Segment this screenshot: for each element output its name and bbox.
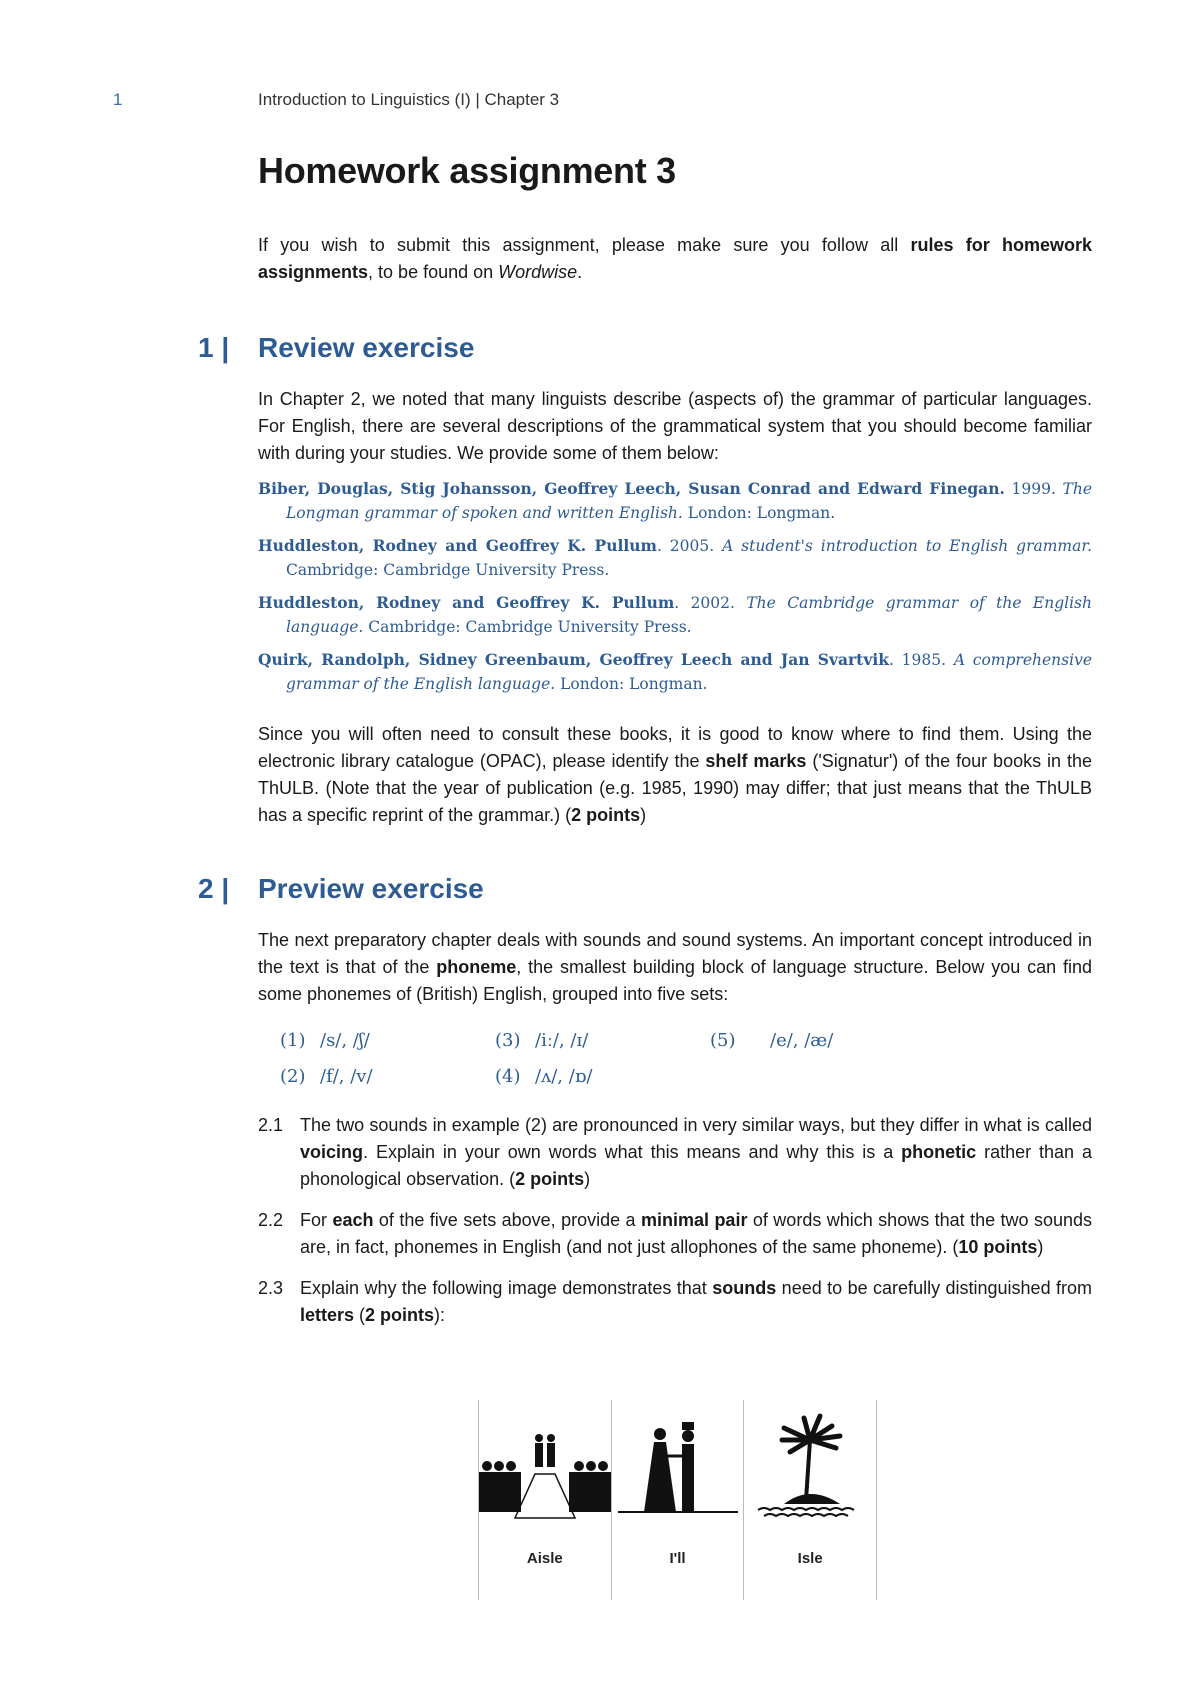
section-number: 1 | <box>198 332 230 363</box>
task-number: 2.2 <box>258 1210 284 1230</box>
emphasis: voicing <box>300 1142 364 1162</box>
emphasis: letters <box>300 1305 355 1325</box>
homophone-figure <box>478 1400 877 1600</box>
set-phonemes: /s/, /ʃ/ <box>320 1029 370 1051</box>
set-number: (2) <box>280 1065 306 1087</box>
body-text: , the smallest building block of language structure. Below you can find some phonemes of (British) English, grouped into five sets: <box>258 957 1092 1004</box>
figure-panel-aisle <box>479 1400 612 1600</box>
body-text: ) <box>1037 1237 1044 1257</box>
rules-emphasis: rules for homework assignments <box>258 235 1092 282</box>
reference-title: A student's introduction to English grammar. <box>722 537 1092 555</box>
body-text: ('Signatur') of the four books in the ThULB. (Note that the year of publication (e.g. 1985, 1990) may differ; that just means that the ThULB has a specific reprint of the grammar.) ( <box>258 751 1092 825</box>
emphasis: each <box>332 1210 374 1230</box>
reference-title: A comprehensive grammar of the English language. <box>286 651 1092 693</box>
reference-year: . 2002. <box>674 594 747 612</box>
reference-publisher: London: Longman. <box>555 675 708 693</box>
reference-title: The Cambridge grammar of the English language. <box>286 594 1092 636</box>
points-emphasis: 2 points <box>365 1305 435 1325</box>
phoneme-row <box>280 1058 1092 1094</box>
task-2-1 <box>258 1112 1092 1193</box>
body-text: ( <box>354 1305 366 1325</box>
emphasis: minimal pair <box>641 1210 748 1230</box>
figure-label: I'll <box>669 1550 686 1567</box>
reference-publisher: London: Longman. <box>682 504 836 522</box>
page-number: 1 <box>113 90 123 109</box>
reference-authors: Huddleston, Rodney and Geoffrey K. Pullum <box>258 536 657 555</box>
phoneme-emphasis: phoneme <box>436 957 517 977</box>
shelf-marks-paragraph <box>258 721 1092 829</box>
section-heading-preview <box>198 873 1092 913</box>
preview-paragraph <box>258 927 1092 1008</box>
reference-year: . 1985. <box>888 651 954 669</box>
emphasis: phonetic <box>901 1142 977 1162</box>
task-text <box>300 1207 1092 1261</box>
bride-groom-icon <box>612 1400 744 1600</box>
section-title: Preview exercise <box>258 873 484 904</box>
task-text <box>300 1112 1092 1193</box>
reference-entry <box>258 477 1092 525</box>
body-text: . Explain in your own words what this means and why this is a <box>363 1142 902 1162</box>
points-emphasis: 2 points <box>571 805 641 825</box>
set-phonemes: /ʌ/, /ɒ/ <box>535 1065 593 1087</box>
wedding-aisle-icon <box>479 1400 611 1600</box>
intro-text: If you wish to submit this assignment, please make sure you follow all <box>258 235 911 255</box>
body-text: of the five sets above, provide a <box>373 1210 641 1230</box>
emphasis: sounds <box>712 1278 777 1298</box>
task-number: 2.3 <box>258 1278 284 1298</box>
figure-label: Isle <box>797 1550 823 1567</box>
set-number: (4) <box>495 1065 521 1087</box>
reference-title: The Longman grammar of spoken and written English. <box>286 480 1092 522</box>
body-text: Explain why the following image demonstrates that <box>300 1278 713 1298</box>
body-text: The next preparatory chapter deals with sounds and sound systems. An important concept introduced in the text is that of the <box>258 930 1092 977</box>
task-2-2 <box>258 1207 1092 1261</box>
section-title: Review exercise <box>258 332 475 363</box>
reference-year: 1999. <box>1004 480 1063 498</box>
body-text: of words which shows that the two sounds are, in fact, phonemes in English (and not just allophones of the same phoneme). ( <box>300 1210 1092 1257</box>
intro-text: . <box>577 262 583 282</box>
phoneme-sets <box>280 1022 1092 1094</box>
body-text: Since you will often need to consult these books, it is good to know where to find them. Using the electronic library catalogue (OPAC), please identify the <box>258 724 1092 771</box>
reference-authors: Biber, Douglas, Stig Johansson, Geoffrey Leech, Susan Conrad and Edward Finegan. <box>258 479 1005 498</box>
wordwise-emphasis: Wordwise <box>498 262 578 282</box>
task-number: 2.1 <box>258 1115 284 1135</box>
set-phonemes: /iː/, /ɪ/ <box>535 1029 589 1051</box>
points-emphasis: 2 points <box>515 1169 585 1189</box>
document-body <box>198 150 1093 1343</box>
task-2-3 <box>258 1275 1092 1329</box>
reference-entry <box>258 648 1092 696</box>
task-text <box>300 1275 1092 1329</box>
reference-publisher: Cambridge: Cambridge University Press. <box>363 618 692 636</box>
page-title: Homework assignment 3 <box>258 150 676 191</box>
running-header: Introduction to Linguistics (I) | Chapter 3 <box>258 90 560 109</box>
body-text: ) <box>640 805 647 825</box>
body-text: need to be carefully distinguished from <box>776 1278 1093 1298</box>
set-phonemes: /e/, /æ/ <box>770 1029 834 1051</box>
figure-label: Aisle <box>526 1550 563 1567</box>
figure-panel-isle <box>744 1400 876 1600</box>
shelf-marks-emphasis: shelf marks <box>705 751 807 771</box>
figure-panel-ill <box>612 1400 745 1600</box>
reference-entry <box>258 534 1092 582</box>
body-text: The two sounds in example (2) are pronounced in very similar ways, but they differ in what is called <box>300 1115 1092 1135</box>
reference-year: . 2005. <box>656 537 723 555</box>
points-emphasis: 10 points <box>958 1237 1038 1257</box>
reference-entry <box>258 591 1092 639</box>
reference-list <box>258 477 1092 696</box>
section-heading-review <box>198 332 1092 372</box>
set-phonemes: /f/, /v/ <box>320 1065 373 1087</box>
reference-authors: Huddleston, Rodney and Geoffrey K. Pullum <box>258 593 675 612</box>
phoneme-row <box>280 1022 1092 1058</box>
island-palm-icon <box>744 1400 876 1600</box>
reference-authors: Quirk, Randolph, Sidney Greenbaum, Geoffrey Leech and Jan Svartvik <box>258 650 889 669</box>
reference-publisher: Cambridge: Cambridge University Press. <box>286 561 610 579</box>
intro-text: , to be found on <box>368 262 499 282</box>
intro-paragraph <box>258 232 1092 286</box>
body-text: ) <box>584 1169 591 1189</box>
body-text: ): <box>434 1305 446 1325</box>
body-text: For <box>300 1210 333 1230</box>
section-number: 2 | <box>198 873 230 904</box>
review-paragraph: In Chapter 2, we noted that many linguists describe (aspects of) the grammar of particular languages. For English, there are several descriptions of the grammatical system that you should become familiar with during your studies. We provide some of them below: <box>258 389 1092 463</box>
body-text: rather than a phonological observation. ( <box>300 1142 1092 1189</box>
set-number: (1) <box>280 1029 306 1051</box>
set-number: (3) <box>495 1029 521 1051</box>
set-number: (5) <box>710 1029 736 1051</box>
